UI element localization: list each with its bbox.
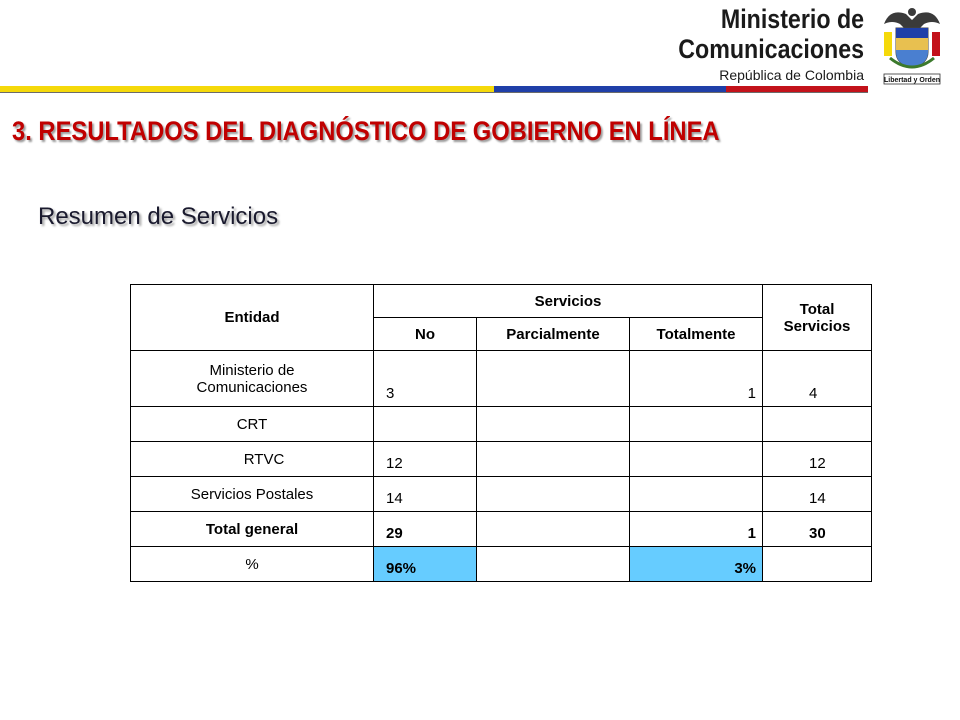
subtitle: Resumen de Servicios [38, 203, 279, 230]
cell-total: 12 [763, 442, 872, 477]
table-row [131, 407, 872, 442]
header-no: No [374, 318, 477, 351]
cell-totalmente [630, 442, 763, 477]
ministry-name-line1: Ministerio de [720, 4, 864, 34]
table-header-row [131, 285, 872, 318]
entidad-text: RTVC [243, 450, 285, 468]
cell-parcialmente [477, 477, 630, 512]
entidad-line2: Comunicaciones [196, 378, 308, 396]
cell-total [763, 407, 872, 442]
table-row [131, 477, 872, 512]
cell-no-percent: 96% [374, 547, 477, 582]
cell-parcialmente [477, 442, 630, 477]
header-parcialmente: Parcialmente [477, 318, 630, 351]
cell-entidad [131, 351, 374, 407]
cell-entidad: CRT [131, 407, 374, 442]
header-divider [0, 92, 868, 93]
cell-totalmente [630, 407, 763, 442]
ministry-name-line2: Comunicaciones [678, 34, 864, 64]
header-entidad: Entidad [131, 285, 374, 351]
colombia-coat-of-arms-icon [880, 2, 944, 86]
cell-total: 30 [763, 512, 872, 547]
cell-entidad [131, 442, 374, 477]
cell-parcialmente [477, 512, 630, 547]
services-summary-table [130, 284, 872, 582]
country-name: República de Colombia [719, 67, 864, 83]
table-row [131, 351, 872, 407]
cell-total: 14 [763, 477, 872, 512]
cell-no [374, 407, 477, 442]
cell-no: 14 [374, 477, 477, 512]
svg-text:Libertad y Orden: Libertad y Orden [883, 77, 941, 84]
header-servicios: Servicios [374, 285, 763, 318]
cell-parcialmente-percent [477, 547, 630, 582]
header-total-line1: Total [799, 300, 835, 318]
table-row-total [131, 512, 872, 547]
cell-totalmente [630, 477, 763, 512]
cell-totalmente: 1 [630, 351, 763, 407]
section-title: 3. RESULTADOS DEL DIAGNÓSTICO DE GOBIERNO EN LÍNEA [12, 116, 720, 146]
cell-no: 12 [374, 442, 477, 477]
cell-parcialmente [477, 351, 630, 407]
cell-totalmente-percent: 3% [630, 547, 763, 582]
cell-totalmente: 1 [630, 512, 763, 547]
cell-entidad: Total general [131, 512, 374, 547]
cell-no: 3 [374, 351, 477, 407]
header-total-line2: Servicios [783, 317, 851, 335]
ministry-logo-text [648, 4, 864, 84]
cell-no: 29 [374, 512, 477, 547]
cell-entidad: Servicios Postales [131, 477, 374, 512]
cell-parcialmente [477, 407, 630, 442]
header-total-servicios [763, 285, 872, 351]
table-row [131, 442, 872, 477]
header-totalmente: Totalmente [630, 318, 763, 351]
table-row-percent [131, 547, 872, 582]
cell-total-percent [763, 547, 872, 582]
entidad-line1: Ministerio de [209, 361, 295, 379]
cell-total: 4 [763, 351, 872, 407]
cell-entidad: % [131, 547, 374, 582]
